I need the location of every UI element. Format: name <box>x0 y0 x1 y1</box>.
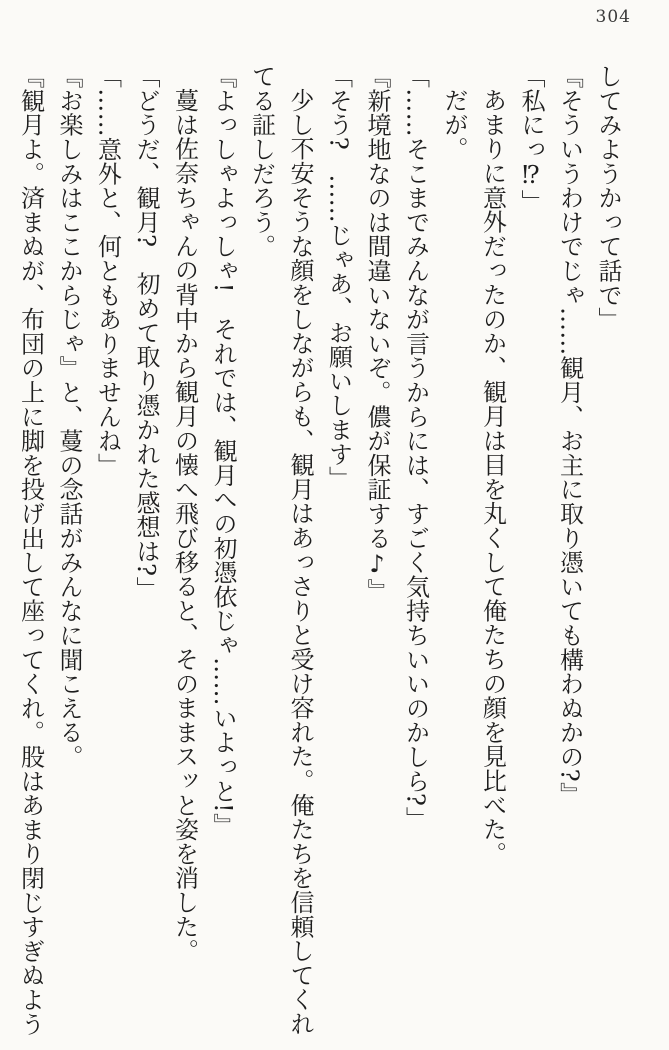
text-line: 「そう? ……じゃあ、お願いします」 <box>324 64 353 491</box>
text-line: 少し不安そうな顔をしながらも、観月はあっさりと受け容れた。俺たちを信頼してくれ <box>286 88 314 1036</box>
vertical-text-block <box>11 64 627 1044</box>
text-line: あまりに意外だったのか、観月は目を丸くして俺たちの顔を見比べた。 <box>478 88 507 866</box>
text-line: てる証しだろう。 <box>247 64 276 259</box>
text-line: 「どうだ、観月? 初めて取り憑かれた感想は?」 <box>132 64 160 601</box>
text-line: 『お楽しみはここからじゃ』と、蔓の念話がみんなに聞こえる。 <box>55 64 83 769</box>
text-line: してみようかって話で」 <box>594 64 622 332</box>
text-line: 「……意外と、何ともありませんね」 <box>93 64 122 478</box>
text-line: 『そういうわけでじゃ……観月、お主に取り憑いても構わぬかの?』 <box>555 64 584 807</box>
page-number: 304 <box>595 7 631 27</box>
text-line: 「私にっ⁉」 <box>517 64 545 214</box>
text-line: 蔓は佐奈ちゃんの背中から観月の懐へ飛び移ると、そのままスッと姿を消した。 <box>170 88 199 963</box>
text-line: 『新境地なのは間違いないぞ。儂が保証する♪』 <box>363 64 391 603</box>
text-line: だが。 <box>440 88 468 161</box>
text-line: 「……そこまでみんなが言うからには、すごく気持ちいいのかしら?」 <box>401 64 430 831</box>
text-line: 『観月よ。済まぬが、布団の上に脚を投げ出して座ってくれ。股はあまり閉じすぎぬよう <box>16 64 45 1036</box>
text-line: 『よっしゃよっしゃ! それでは、観月への初憑依じゃ……いよっと!』 <box>209 64 237 838</box>
